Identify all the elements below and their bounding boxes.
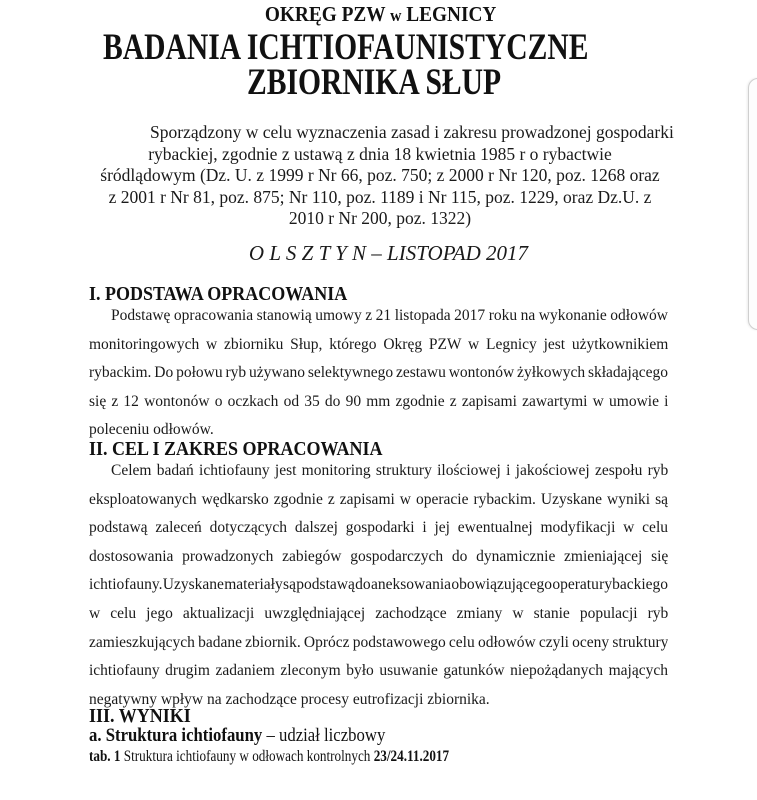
table-caption-date: 23/24.11.2017 (373, 748, 450, 765)
paragraph-line: Celem badań ichtiofauny jest monitoring struktury ilościowej i jakościowej zespołu ryb (111, 462, 668, 479)
paragraph-line: eksploatowanych wędkarsko zgodnie z zapisami w operacie rybackim. Uzyskane wyniki są (89, 490, 668, 508)
intro-line: rybackiej, zgodnie z ustawą z dnia 18 kwietnia 1985 r o rybactwie (148, 143, 612, 164)
scrollbar-handle[interactable] (748, 78, 757, 330)
document-title-line-1: BADANIA ICHTIOFAUNISTYCZNE (103, 27, 589, 68)
organization-title (32, 2, 728, 27)
table-caption (89, 748, 449, 766)
subsection-heading (89, 726, 385, 746)
intro-line: Sporządzony w celu wyznaczenia zasad i zakresu prowadzonej gospodarki (150, 122, 674, 142)
paragraph-line: ichtiofauny drugim zadaniem zleconym było usuwanie gatunków niepożądanych mających (89, 662, 668, 680)
intro-paragraph (92, 122, 674, 230)
paragraph-line: ichtiofauny. Uzyskane materiały są podstawą do aneksowania obowiązującego operatu rybackiego (89, 576, 668, 594)
place-and-date: O L S Z T Y N – LISTOPAD 2017 (248, 241, 529, 265)
paragraph-line: monitoringowych w zbiorniku Słup, którego Okręg PZW w Legnicy jest użytkownikiem (89, 335, 668, 353)
intro-line: śródlądowym (Dz. U. z 1999 r Nr 66, poz. 750; z 2000 r Nr 120, poz. 1268 oraz (100, 165, 660, 185)
subsection-title: a. Struktura ichtiofauny (89, 725, 263, 746)
section-heading-podstawa: I. PODSTAWA OPRACOWANIA (89, 283, 348, 305)
organization-city: LEGNICY (401, 2, 497, 26)
paragraph-line: negatywny wpływ na zachodzące procesy eutrofizacji zbiornika. (89, 690, 490, 708)
paragraph-line: dostosowania prowadzonych zabiegów gospodarczych do dynamicznie zmieniającej się (89, 547, 668, 565)
paragraph-line: poleceniu odłowów. (89, 421, 214, 439)
paragraph-line: się z 12 wontonów o oczkach od 35 do 90 mm zgodnie z zapisami zawartymi w umowie i (89, 392, 668, 410)
paragraph-line: Podstawę opracowania stanowią umowy z 21 listopada 2017 roku na wykonanie odłowów (111, 307, 668, 324)
section-paragraph-cel-i-zakres (89, 457, 668, 714)
table-label: tab. 1 (89, 748, 121, 765)
intro-line: z 2001 r Nr 81, poz. 875; Nr 110, poz. 1189 i Nr 115, poz. 1229, oraz Dz.U. z (108, 186, 652, 207)
intro-line: 2010 r Nr 200, poz. 1322) (288, 208, 472, 228)
document-title-line-2: ZBIORNIKA SŁUP (247, 62, 502, 103)
section-heading-wyniki: III. WYNIKI (89, 705, 191, 727)
paragraph-line: rybackim. Do połowu ryb używano selektywnego zestawu wontonów żyłkowych składającego (89, 364, 668, 382)
section-paragraph-podstawa (89, 302, 668, 445)
organization-name: OKRĘG PZW (264, 2, 391, 26)
table-caption-text: Struktura ichtiofauny w odłowach kontrolnych (120, 748, 374, 765)
organization-preposition: w (390, 6, 402, 25)
paragraph-line: podstawą zaleceń dotyczących dalszej gospodarki i jej ewentualnej modyfikacji w celu (89, 519, 668, 537)
paragraph-line: zamieszkujących badane zbiornik. Oprócz podstawowego celu odłowów czyli oceny struktury (89, 633, 668, 651)
paragraph-line: w celu jego aktualizacji uwzględniającej zachodzące zmiany w stanie populacji ryb (89, 604, 668, 622)
subsection-subtitle: – udział liczbowy (262, 725, 386, 746)
section-heading-cel-i-zakres: II. CEL I ZAKRES OPRACOWANIA (89, 438, 383, 460)
